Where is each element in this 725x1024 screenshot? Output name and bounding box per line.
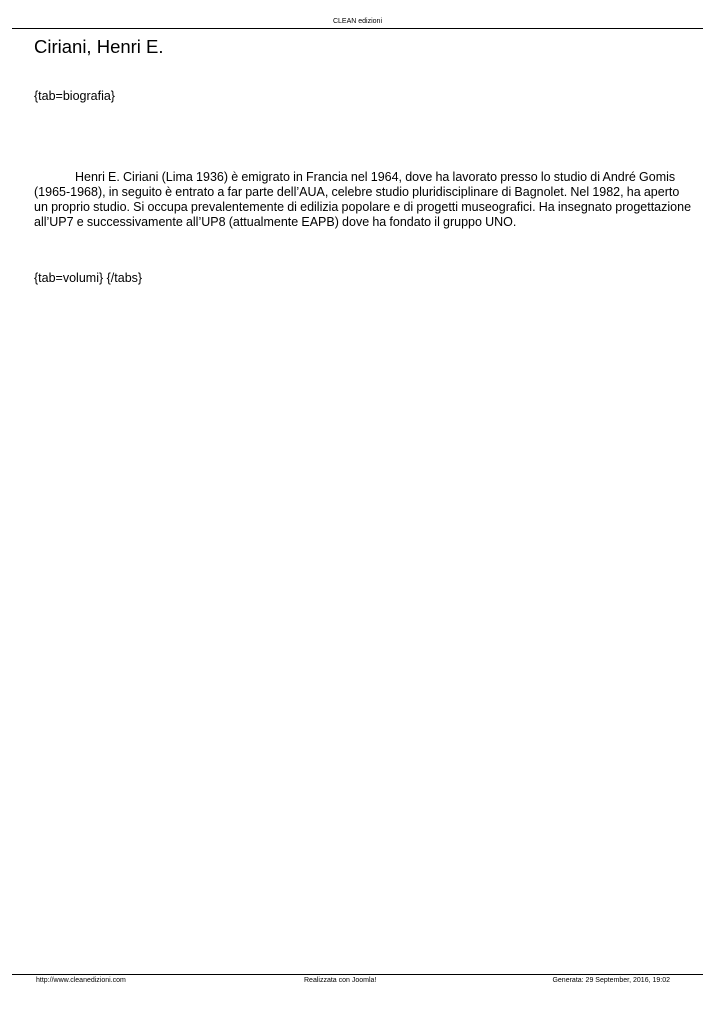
tab-biografia-marker: {tab=biografia} [34,89,115,103]
tab-volumi-marker: {tab=volumi} {/tabs} [34,271,143,285]
page-footer [12,974,703,987]
site-name: CLEAN edizioni [332,18,383,25]
biography-text: Henri E. Ciriani (Lima 1936) è emigrato in Francia nel 1964, dove ha lavorato presso lo studio di André Gomis (1965-1968), in seguito è entrato a far parte dell’AUA, celebre studio pluridisciplinare di Bagnolet. Nel 1982, ha aperto un proprio studio. Si occupa prevalentemente di edilizia popolare e di progetti museografici. Ha insegnato progettazione all’UP7 e successivamente all’UP8 (attualmente EAPB) dove ha fondato il gruppo UNO. [34,170,692,229]
footer-credit: Realizzata con Joomla! [304,977,377,984]
footer-generated-date: Generata: 29 September, 2016, 19:02 [552,977,670,984]
footer-url: http://www.cleanedizioni.com [36,977,126,984]
page-header [12,17,703,29]
page-title: Ciriani, Henri E. [34,36,164,57]
